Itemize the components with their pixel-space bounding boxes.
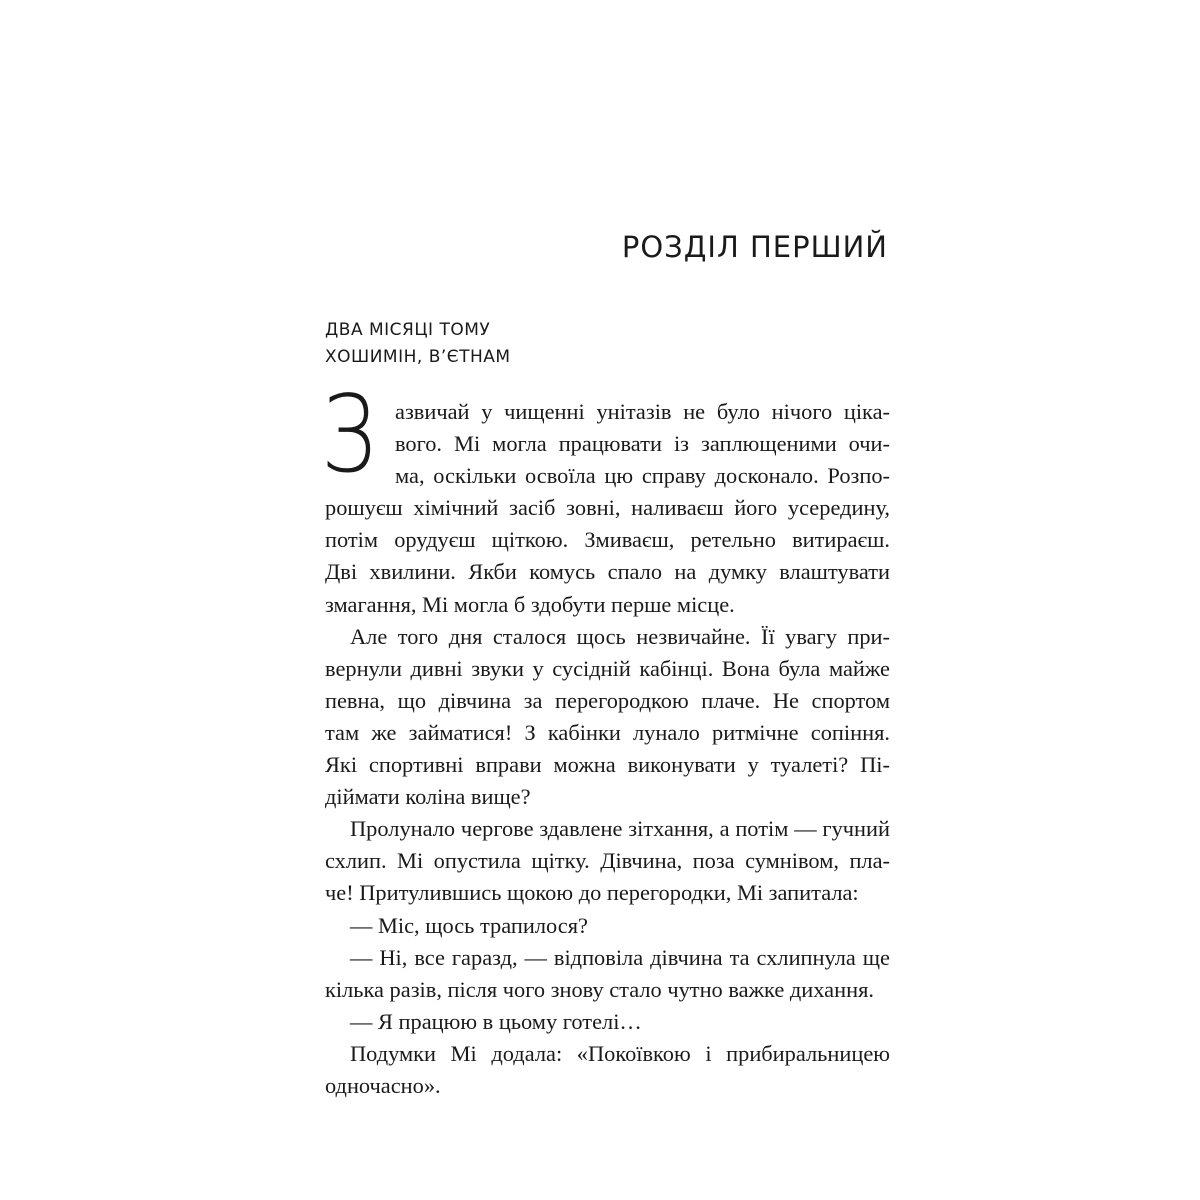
text-line: Подумки Мі додала: «Покоївкою і прибиральницею — [350, 1040, 890, 1066]
text-line: рошуєш хімічний засіб зовні, наливаєш його усередину, — [325, 495, 890, 521]
text-line: Але того дня сталося щось незвичайне. Її увагу при- — [350, 623, 890, 649]
dateline-place: ХОШИМІН, В’ЄТНАМ — [325, 347, 511, 367]
text-line: діймати коліна вище? — [325, 784, 531, 810]
text-line: змагання, Мі могла б здобути перше місце. — [325, 591, 735, 617]
text-line: — Ні, все гаразд, — відповіла дівчина та схлипнула ще — [350, 944, 890, 970]
text-line: азвичай у чищенні унітазів не було нічого ціка- — [395, 399, 890, 424]
text-line: одночасно». — [325, 1072, 441, 1098]
chapter-title: РОЗДІЛ ПЕРШИЙ — [621, 230, 888, 264]
text-line: — Міс, щось трапилося? — [350, 912, 588, 938]
text-line: ма, оскільки освоїла цю справу досконало. Розпо- — [395, 463, 890, 489]
text-line: Які спортивні вправи можна виконувати у туалеті? Пі- — [325, 752, 890, 778]
text-line: там же займатися! З кабінки лунало ритмічне сопіння. — [325, 719, 890, 745]
text-line: вернули дивні звуки у сусідній кабінці. Вона була майже — [325, 655, 890, 681]
text-line: схлип. Мі опустила щітку. Дівчина, поза сумнівом, пла- — [325, 848, 890, 874]
text-line: кілька разів, після чого знову стало чутно важке дихання. — [325, 976, 874, 1002]
text-line: че! Притулившись щокою до перегородки, Мі запитала: — [325, 880, 859, 906]
text-line: Дві хвилини. Якби комусь спало на думку влаштувати — [325, 559, 890, 585]
body-text — [321, 373, 890, 1102]
text-line: — Я працюю в цьому готелі… — [350, 1008, 642, 1034]
text-line: вого. Мі могла працювати із заплющеними очи- — [395, 431, 890, 457]
text-line: Пролунало чергове здавлене зітхання, а потім — гучний — [350, 816, 890, 842]
drop-cap-paragraph — [321, 373, 890, 496]
dateline — [325, 317, 511, 371]
text-line: потім орудуєш щіткою. Змиваєш, ретельно витираєш. — [325, 527, 890, 553]
drop-cap: З — [321, 373, 377, 496]
text-line: певна, що дівчина за перегородкою плаче. Не спортом — [325, 687, 890, 713]
dateline-time: ДВА МІСЯЦІ ТОМУ — [325, 320, 491, 340]
